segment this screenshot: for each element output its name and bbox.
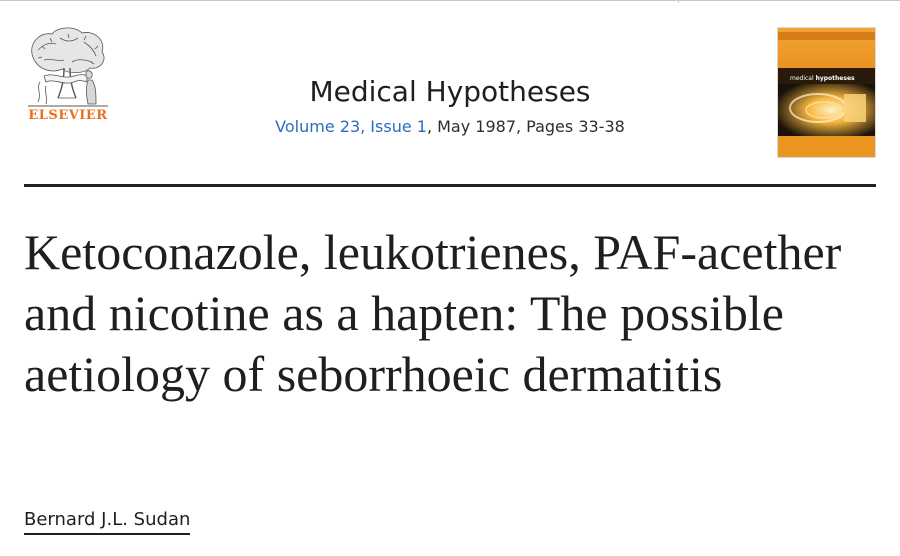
article-title: Ketoconazole, leukotrienes, PAF-acether and nicotine as a hapten: The possible aetiology of seborrhoeic dermatitis <box>24 224 842 402</box>
elsevier-tree-icon <box>24 24 112 108</box>
top-border <box>0 0 900 1</box>
publisher-logo-link[interactable] <box>24 24 112 128</box>
author-link[interactable]: Bernard J.L. Sudan <box>24 508 190 535</box>
issue-link[interactable]: Volume 23, Issue 1 <box>275 117 427 136</box>
journal-cover-link[interactable] <box>777 27 876 158</box>
journal-header <box>160 74 740 138</box>
issue-info <box>160 116 740 138</box>
top-border-tick <box>678 0 679 3</box>
journal-title-link[interactable]: Medical Hypotheses <box>309 75 591 108</box>
cover-title: medical hypotheses <box>790 75 855 82</box>
issue-details: , May 1987, Pages 33-38 <box>426 117 625 136</box>
publisher-name: ELSEVIER <box>28 108 108 123</box>
header-divider <box>24 184 876 187</box>
journal-cover-thumbnail <box>778 28 875 157</box>
